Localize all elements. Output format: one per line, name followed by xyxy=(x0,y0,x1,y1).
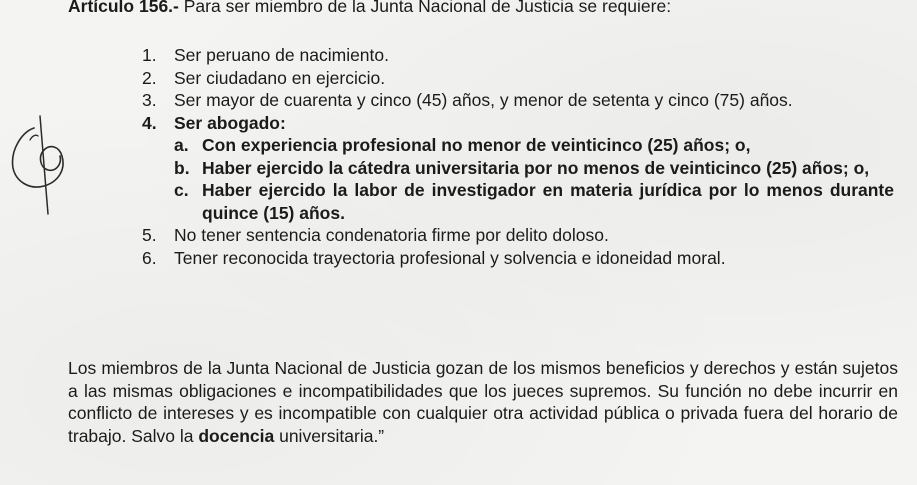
sub-requirement-text: Con experiencia profesional no menor de veinticinco (25) años; o, xyxy=(202,135,751,155)
sub-requirement-text: Haber ejercido la labor de investigador en materia jurídica por lo menos durante quince (15) años. xyxy=(202,180,894,223)
sub-requirement-letter: a. xyxy=(174,135,189,155)
article-intro: Para ser miembro de la Junta Nacional de Justicia se requiere: xyxy=(178,0,672,16)
requirement-number: 3. xyxy=(142,90,157,110)
closing-text: Los miembros de la Junta Nacional de Justicia gozan de los mismos beneficios y derechos y están sujetos a las mismas obligaciones e incompatibilidades que los jueces supremos. Su función no debe incurrir en conflicto de intereses y es incompatible con cualquier otra actividad pública o privada fuera del horario de trabajo. Salvo la xyxy=(68,358,898,446)
closing-bold-word: docencia xyxy=(198,425,275,446)
sub-requirement-item xyxy=(174,134,894,157)
requirements-list xyxy=(134,44,894,269)
requirement-item-lawyer xyxy=(134,112,894,225)
article-heading xyxy=(68,0,671,18)
requirement-text: Ser ciudadano en ejercicio. xyxy=(174,67,386,88)
lawyer-sub-requirements xyxy=(174,134,894,224)
requirement-number: 6. xyxy=(142,247,157,268)
requirement-text: Ser abogado: xyxy=(174,112,286,133)
requirement-item xyxy=(134,89,894,112)
requirement-number: 4. xyxy=(142,112,157,133)
sub-requirement-text: Haber ejercido la cátedra universitaria por no menos de veinticinco (25) años; o, xyxy=(202,157,870,178)
sub-requirement-letter: c. xyxy=(174,180,189,200)
requirement-item xyxy=(134,44,894,67)
requirement-text: Ser peruano de nacimiento. xyxy=(174,45,389,65)
requirement-item xyxy=(134,67,894,90)
closing-tail: universitaria.” xyxy=(274,425,385,446)
requirement-number: 1. xyxy=(142,45,157,65)
requirement-number: 5. xyxy=(142,225,157,245)
sub-requirement-item xyxy=(174,179,894,224)
article-number: Artículo 156.- xyxy=(68,0,179,16)
requirement-text: Ser mayor de cuarenta y cinco (45) años, y menor de setenta y cinco (75) años. xyxy=(174,90,793,110)
requirement-text: No tener sentencia condenatoria firme por delito doloso. xyxy=(174,225,609,245)
closing-paragraph xyxy=(68,357,898,447)
requirement-text: Tener reconocida trayectoria profesional y solvencia e idoneidad moral. xyxy=(174,247,726,268)
sub-requirement-letter: b. xyxy=(174,157,190,178)
handwritten-initial-mark xyxy=(4,110,84,220)
sub-requirement-item xyxy=(174,157,894,180)
requirement-item xyxy=(134,247,894,270)
requirement-number: 2. xyxy=(142,67,157,88)
requirement-item xyxy=(134,224,894,247)
